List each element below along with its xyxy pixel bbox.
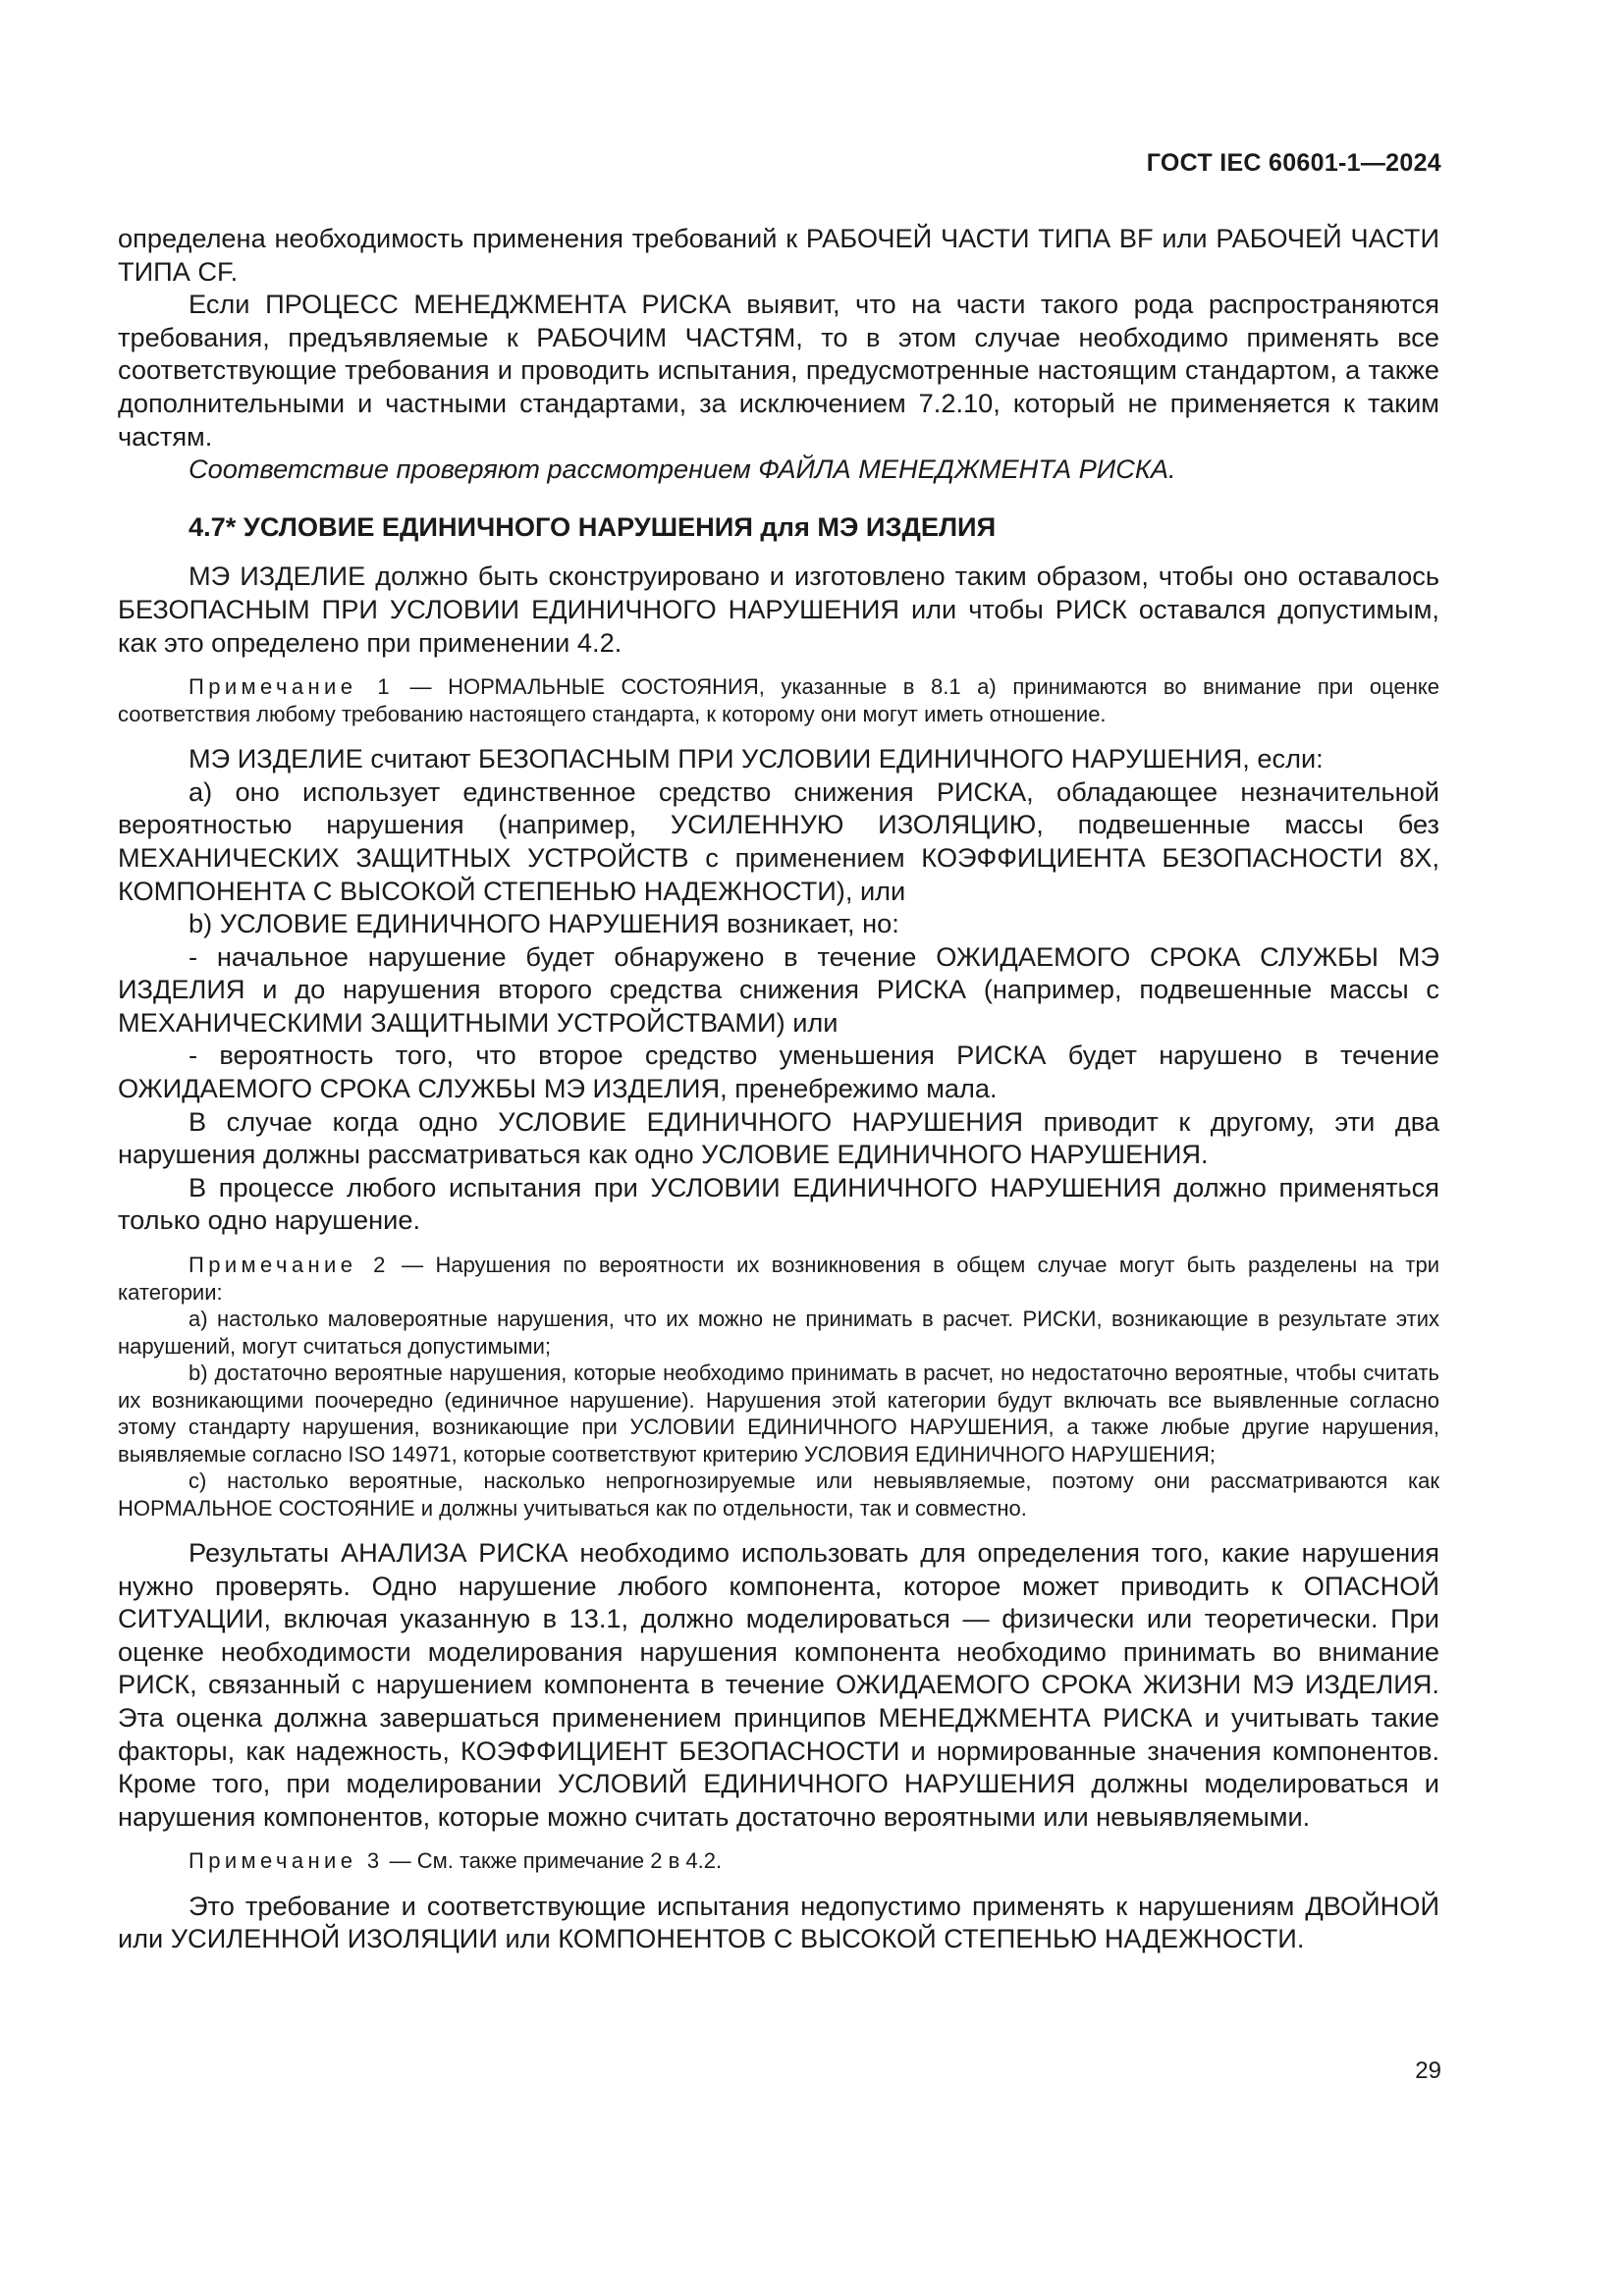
document-code: ГОСТ IEC 60601-1—2024 <box>1146 149 1441 177</box>
note-list-item: b) достаточно вероятные нарушения, которые необходимо принимать в расчет, но недостаточно вероятные, чтобы считать их возникающими поочередно (единичное нарушение). Нарушения этой категории будут включать все выявленные согласно этому стандарту нарушения, возникающие при УСЛОВИИ ЕДИНИЧНОГО НАРУШЕНИЯ, а также любые другие нарушения, выявляемые согласно ISO 14971, которые соответствуют критерию УСЛОВИЯ ЕДИНИЧНОГО НАРУШЕНИЯ; <box>118 1361 1439 1467</box>
compliance-statement: Соответствие проверяют рассмотрением ФАЙЛА МЕНЕДЖМЕНТА РИСКА. <box>189 454 1176 485</box>
note-1 <box>118 673 1439 727</box>
paragraph: определена необходимость применения требований к РАБОЧЕЙ ЧАСТИ ТИПА BF или РАБОЧЕЙ ЧАСТИ ТИПА CF. <box>118 223 1439 287</box>
note-text: — Нарушения по вероятности их возникновения в общем случае могут быть разделены на три категории: <box>118 1253 1439 1305</box>
paragraph: МЭ ИЗДЕЛИЕ должно быть сконструировано и изготовлено таким образом, чтобы оно оставалось БЕЗОПАСНЫМ ПРИ УСЛОВИИ ЕДИНИЧНОГО НАРУШЕНИЯ или чтобы РИСК оставался допустимым, как это определено при применении 4.2. <box>118 561 1439 658</box>
paragraph: Результаты АНАЛИЗА РИСКА необходимо использовать для определения того, какие нарушения нужно проверять. Одно нарушение любого компонента, которое может приводить к ОПАСНОЙ СИТУАЦИИ, включая указанную в 13.1, должно моделироваться — физически или теоретически. При оценке необходимости моделирования нарушения компонента необходимо принимать во внимание РИСК, связанный с нарушением компонента в течение ОЖИДАЕМОГО СРОКА ЖИЗНИ МЭ ИЗДЕЛИЯ. Эта оценка должна завершаться применением принципов МЕНЕДЖМЕНТА РИСКА и учитывать такие факторы, как надежность, КОЭФФИЦИЕНТ БЕЗОПАСНОСТИ и нормированные значения компонентов. Кроме того, при моделировании УСЛОВИЙ ЕДИНИЧНОГО НАРУШЕНИЯ должны моделироваться и нарушения компонентов, которые можно считать достаточно вероятными или невыявляемыми. <box>118 1537 1439 1832</box>
paragraph: МЭ ИЗДЕЛИЕ считают БЕЗОПАСНЫМ ПРИ УСЛОВИИ ЕДИНИЧНОГО НАРУШЕНИЯ, если: <box>189 743 1324 774</box>
paragraph: В процессе любого испытания при УСЛОВИИ ЕДИНИЧНОГО НАРУШЕНИЯ должно применяться только одно нарушение. <box>118 1171 1439 1236</box>
list-item: - вероятность того, что второе средство уменьшения РИСКА будет нарушено в течение ОЖИДАЕМОГО СРОКА СЛУЖБЫ МЭ ИЗДЕЛИЯ, пренебрежимо мала. <box>118 1040 1439 1104</box>
section-heading: 4.7* УСЛОВИЕ ЕДИНИЧНОГО НАРУШЕНИЯ для МЭ ИЗДЕЛИЯ <box>189 510 997 542</box>
note-label: Примечание 1 <box>189 674 394 700</box>
paragraph: В случае когда одно УСЛОВИЕ ЕДИНИЧНОГО НАРУШЕНИЯ приводит к другому, эти два нарушения должны рассматриваться как одно УСЛОВИЕ ЕДИНИЧНОГО НАРУШЕНИЯ. <box>118 1105 1439 1170</box>
note-label: Примечание 3 <box>189 1848 384 1874</box>
paragraph: Это требование и соответствующие испытания недопустимо применять к нарушениям ДВОЙНОЙ или УСИЛЕННОЙ ИЗОЛЯЦИИ или КОМПОНЕНТОВ С ВЫСОКОЙ СТЕПЕНЬЮ НАДЕЖНОСТИ. <box>118 1890 1439 1954</box>
note-3 <box>118 1847 1439 1875</box>
page-body <box>118 222 1439 1955</box>
note-list-item: а) настолько маловероятные нарушения, что их можно не принимать в расчет. РИСКИ, возникающие в результате этих нарушений, могут считаться допустимыми; <box>118 1307 1439 1359</box>
note-list-item: с) настолько вероятные, насколько непрогнозируемые или невыявляемые, поэтому они рассматриваются как НОРМАЛЬНОЕ СОСТОЯНИЕ и должны учитываться как по отдельности, так и совместно. <box>118 1468 1439 1521</box>
list-item: b) УСЛОВИЕ ЕДИНИЧНОГО НАРУШЕНИЯ возникает, но: <box>189 908 899 939</box>
page-number: 29 <box>1415 2057 1441 2084</box>
note-text: — См. также примечание 2 в 4.2. <box>383 1848 723 1874</box>
paragraph: Если ПРОЦЕСС МЕНЕДЖМЕНТА РИСКА выявит, что на части такого рода распространяются требования, предъявляемые к РАБОЧИМ ЧАСТЯМ, то в этом случае необходимо применять все соответствующие требования и проводить испытания, предусмотренные настоящим стандартом, а также дополнительными и частными стандартами, за исключением 7.2.10, который не применяется к таким частям. <box>118 289 1439 452</box>
note-2 <box>118 1252 1439 1522</box>
note-text: — НОРМАЛЬНЫЕ СОСТОЯНИЯ, указанные в 8.1 а) принимаются во внимание при оценке соответствия любому требованию настоящего стандарта, к которому они могут иметь отношение. <box>118 674 1439 726</box>
list-item: - начальное нарушение будет обнаружено в течение ОЖИДАЕМОГО СРОКА СЛУЖБЫ МЭ ИЗДЕЛИЯ и до нарушения второго средства снижения РИСКА (например, подвешенные массы с МЕХАНИЧЕСКИМИ ЗАЩИТНЫМИ УСТРОЙСТВАМИ) или <box>118 940 1439 1038</box>
list-item: а) оно использует единственное средство снижения РИСКА, обладающее незначительной вероятностью нарушения (например, УСИЛЕННУЮ ИЗОЛЯЦИЮ, подвешенные массы без МЕХАНИЧЕСКИХ ЗАЩИТНЫХ УСТРОЙСТВ с применением КОЭФФИЦИЕНТА БЕЗОПАСНОСТИ 8Х, КОМПОНЕНТА С ВЫСОКОЙ СТЕПЕНЬЮ НАДЕЖНОСТИ), или <box>118 775 1439 906</box>
note-label: Примечание 2 <box>189 1253 390 1278</box>
